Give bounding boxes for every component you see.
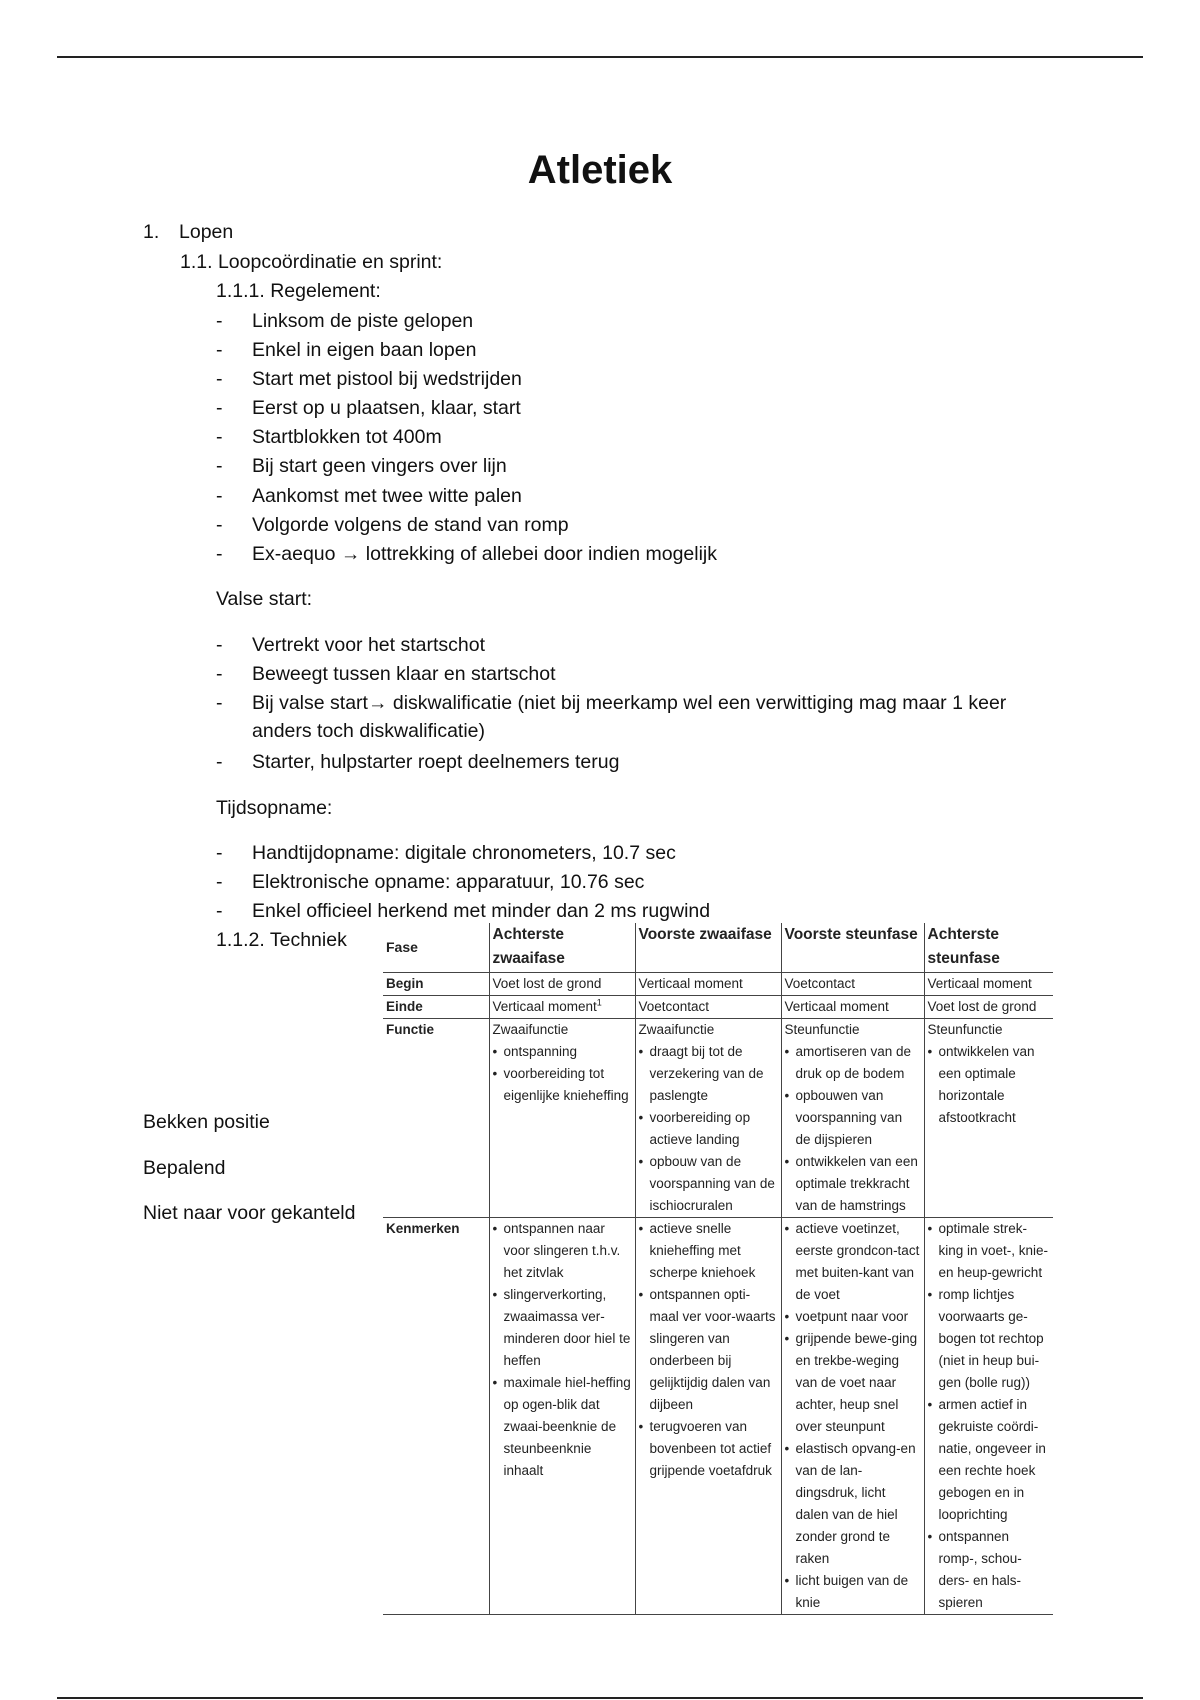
table-header-row	[383, 923, 1053, 973]
side-note: Niet naar voor gekanteld	[143, 1202, 356, 1224]
table-cell: Verticaal moment	[635, 973, 781, 996]
table-cell: Voetcontact	[635, 996, 781, 1019]
table-cell: Voet lost de grond	[489, 973, 635, 996]
page-title: Atletiek	[527, 148, 673, 192]
side-note: Bepalend	[143, 1157, 226, 1179]
heading-1: Lopen	[179, 221, 234, 243]
table-cell: Voetcontact	[781, 973, 924, 996]
table-header-cell: Voorste steunfase	[781, 923, 924, 973]
heading-1-1-1: 1.1.1. Regelement:	[216, 280, 381, 302]
table-cell: Voet lost de grond	[924, 996, 1053, 1019]
technique-table	[383, 923, 1053, 1615]
footnote-ref: 1	[596, 997, 602, 1008]
heading-1-1: 1.1. Loopcoördinatie en sprint:	[180, 251, 443, 273]
heading-1-number: 1.	[143, 221, 160, 243]
list-item-continuation: anders toch diskwalificatie)	[252, 720, 486, 742]
table-header-cell: Voorste zwaaifase	[635, 923, 781, 973]
table-row	[383, 1019, 1053, 1218]
table-row	[383, 996, 1053, 1019]
table-cell: • ontspannen naar voor slingeren t.h.v. het zitvlak • slingerverkorting, zwaaimassa ver-minderen door hiel te heffen • maximale hiel-heffing op ogen-blik dat zwaai-beenknie de steunbeenknie inhaalt	[489, 1218, 635, 1615]
table-row	[383, 973, 1053, 996]
header-rule	[57, 56, 1143, 58]
table-cell: • actieve voetinzet, eerste grondcon-tact met buiten-kant van de voet • voetpunt naar voor • grijpende bewe-ging en trekbe-weging van de voet naar achter, heup snel over steunpunt • elastisch opvang-en van de lan-dingsdruk, licht dalen van de hiel zonder grond te raken • licht buigen van de knie	[781, 1218, 924, 1615]
row-label: Begin	[383, 973, 489, 996]
table-cell: Zwaaifunctie • draagt bij tot de verzekering van de paslengte • voorbereiding op actieve landing • opbouw van de voorspanning van de ischiocruralen	[635, 1019, 781, 1218]
table-header-cell: Achterste steunfase	[924, 923, 1053, 973]
valse-start-heading: Valse start:	[216, 588, 313, 610]
side-note: Bekken positie	[143, 1111, 270, 1133]
table-header-cell: Fase	[383, 923, 489, 973]
row-label: Einde	[383, 996, 489, 1019]
footer-rule	[57, 1697, 1143, 1699]
table-cell: • optimale strek-king in voet-, knie- en heup-gewricht • romp lichtjes voorwaarts ge-bogen tot rechtop (niet in heup bui-gen (bolle rug)) • armen actief in gekruiste coördi-natie, ongeveer in een rechte hoek gebogen en in looprichting • ontspannen romp-, schou-ders- en hals-spieren	[924, 1218, 1053, 1615]
table-row	[383, 1218, 1053, 1615]
row-label: Functie	[383, 1019, 489, 1218]
table-cell: Verticaal moment$^1$	[489, 996, 635, 1019]
table-cell: Steunfunctie • amortiseren van de druk op de bodem • opbouwen van voorspanning van de dijspieren • ontwikkelen van een optimale trekkracht van de hamstrings	[781, 1019, 924, 1218]
table-cell: • actieve snelle knieheffing met scherpe kniehoek • ontspannen opti-maal ver voor-waarts slingeren van onderbeen bij gelijktijdig dalen van dijbeen • terugvoeren van bovenbeen tot actief grijpende voetafdruk	[635, 1218, 781, 1615]
table-cell: Steunfunctie • ontwikkelen van een optimale horizontale afstootkracht	[924, 1019, 1053, 1218]
table-header-cell: Achterste zwaaifase	[489, 923, 635, 973]
tijdsopname-heading: Tijdsopname:	[216, 797, 333, 819]
table-cell: Verticaal moment	[924, 973, 1053, 996]
table-cell: Verticaal moment	[781, 996, 924, 1019]
table-cell: Zwaaifunctie • ontspanning • voorbereiding tot eigenlijke knieheffing	[489, 1019, 635, 1218]
row-label: Kenmerken	[383, 1218, 489, 1615]
heading-1-1-2: 1.1.2. Techniek	[216, 929, 347, 951]
